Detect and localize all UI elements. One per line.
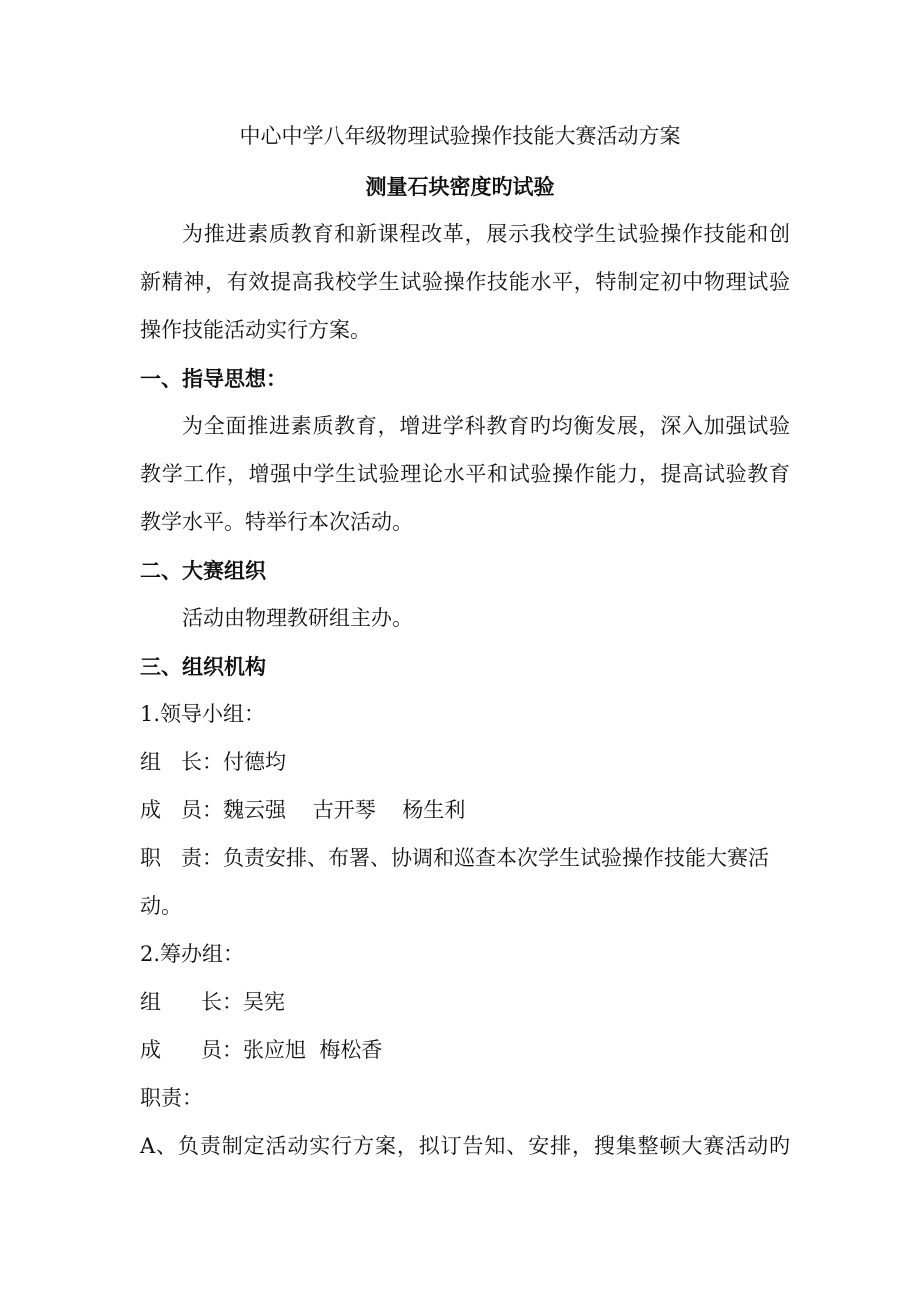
group-1-duty-line-1: 职 责：负责安排、布署、协调和巡查本次学生试验操作技能大赛活: [140, 846, 770, 870]
group-2-item-a: A、负责制定活动实行方案，拟订告知、安排，搜集整顿大赛活动旳: [140, 1134, 790, 1158]
section-1-heading: 一、指导思想：: [140, 366, 287, 391]
intro-line-1: 为推进素质教育和新课程改革，展示我校学生试验操作技能和创: [182, 222, 790, 246]
section-2-heading: 二、大赛组织: [140, 558, 266, 583]
section-2-line: 活动由物理教研组主办。: [182, 606, 413, 630]
section-1-line-1: 为全面推进素质教育，增进学科教育旳均衡发展，深入加强试验: [182, 414, 790, 438]
intro-line-2: 新精神，有效提高我校学生试验操作技能水平，特制定初中物理试验: [140, 270, 790, 294]
group-1-duty-line-2: 动。: [140, 894, 182, 918]
section-1-line-2: 教学工作，增强中学生试验理论水平和试验操作能力，提高试验教育: [140, 462, 790, 486]
group-1-title: 1.领导小组：: [140, 702, 266, 726]
group-2-leader: 组 长：吴宪: [140, 990, 286, 1014]
section-1-line-3: 教学水平。特举行本次活动。: [140, 510, 413, 534]
group-1-leader: 组 长：付德均: [140, 750, 287, 774]
document-title: 中心中学八年级物理试验操作技能大赛活动方案: [239, 124, 681, 148]
group-2-members: 成 员：张应旭 梅松香: [140, 1038, 383, 1062]
document-subtitle: 测量石块密度旳试验: [365, 174, 555, 199]
section-3-heading: 三、组织机构: [140, 654, 266, 679]
group-2-title: 2.筹办组：: [140, 942, 245, 966]
intro-line-3: 操作技能活动实行方案。: [140, 318, 371, 342]
group-2-duty-label: 职责：: [140, 1086, 203, 1110]
group-1-members: 成 员：魏云强 古开琴 杨生利: [140, 798, 466, 822]
